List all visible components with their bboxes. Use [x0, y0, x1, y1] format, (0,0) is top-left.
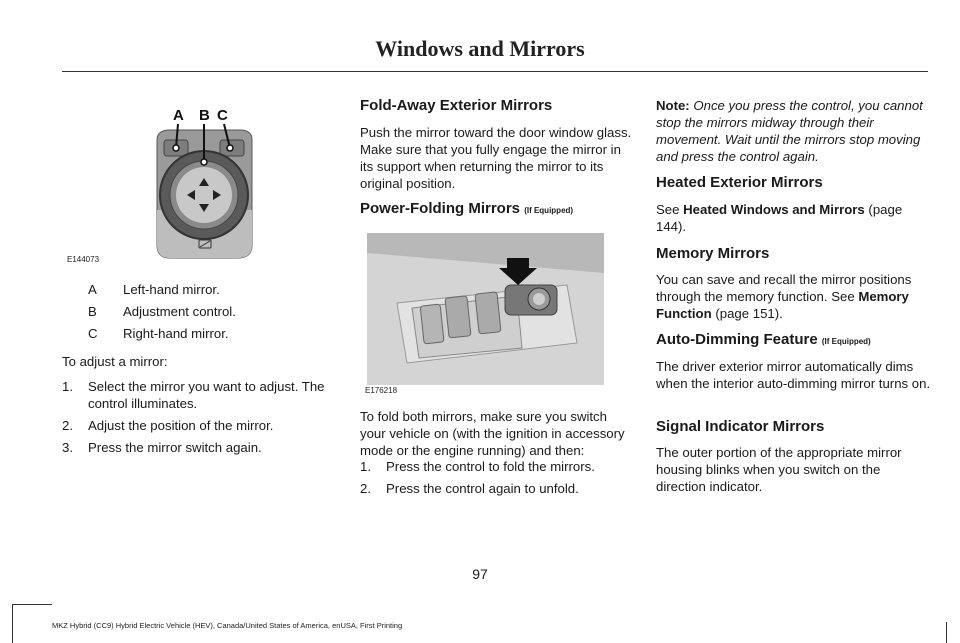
auto-dimming-heading — [656, 331, 871, 351]
note-text: Once you press the control, you cannot stop the mirrors midway through their movement. Wait until the mirrors stop moving and press the control again. — [656, 98, 923, 164]
footer-text: MKZ Hybrid (CC9) Hybrid Electric Vehicle (HEV), Canada/United States of America, enUSA, First Printing — [52, 621, 403, 630]
list-item — [62, 378, 337, 412]
note-label: Note: — [656, 98, 690, 113]
signal-indicator-heading: Signal Indicator Mirrors — [656, 418, 825, 435]
heated-mirrors-heading: Heated Exterior Mirrors — [656, 174, 823, 191]
list-item — [360, 458, 635, 475]
step-number: 1. — [360, 459, 371, 474]
step-text: Press the control again to unfold. — [386, 481, 579, 496]
memory-reference-link[interactable]: Memory Function — [656, 289, 909, 321]
memory-mirrors-heading: Memory Mirrors — [656, 245, 770, 262]
figure-code: E144073 — [67, 255, 100, 264]
step-text: Select the mirror you want to adjust. The control illuminates. — [88, 379, 325, 411]
abbreviation-key: B — [88, 304, 97, 319]
step-number: 2. — [360, 481, 371, 496]
if-equipped-tag: (If Equipped) — [524, 206, 574, 215]
header-rule — [62, 71, 928, 72]
adjust-intro: To adjust a mirror: — [62, 354, 168, 369]
step-number: 1. — [62, 379, 73, 394]
abbreviation-value: Left-hand mirror. — [123, 282, 220, 297]
memory-body: You can save and recall the mirror positions through the memory function. See — [656, 272, 912, 304]
page-header-title: Windows and Mirrors — [375, 36, 585, 61]
signal-indicator-text: The outer portion of the appropriate mirror housing blinks when you switch on the direction indicator. — [656, 445, 902, 494]
crop-mark — [12, 604, 13, 643]
step-text: Press the control to fold the mirrors. — [386, 459, 595, 474]
fold-away-heading: Fold-Away Exterior Mirrors — [360, 97, 553, 114]
power-folding-heading — [360, 200, 573, 220]
power-folding-title: Power-Folding Mirrors — [360, 200, 521, 217]
abbreviation-value: Adjustment control. — [123, 304, 236, 319]
note-paragraph — [656, 97, 931, 165]
step-number: 2. — [62, 418, 73, 433]
abbreviation-value: Right-hand mirror. — [123, 326, 229, 341]
step-number: 3. — [62, 440, 73, 455]
heated-mirrors-text — [656, 201, 931, 235]
adjust-steps-list — [62, 378, 337, 456]
memory-mirrors-text — [656, 271, 931, 322]
mirror-control-illustration — [142, 100, 332, 265]
callout-c-label: C — [217, 107, 228, 124]
step-text: Press the mirror switch again. — [88, 440, 262, 455]
step-text: Adjust the position of the mirror. — [88, 418, 274, 433]
heated-reference-link[interactable]: Heated Windows and Mirrors — [683, 202, 865, 217]
crop-mark — [12, 604, 52, 605]
auto-dimming-text: The driver exterior mirror automatically dims when the interior auto-dimming mirror turns on. — [656, 359, 931, 391]
fold-away-text: Push the mirror toward the door window glass. Make sure that you fully engage the mirror in its support when returning the mirror to its original position. — [360, 125, 632, 191]
door-switch-photo — [367, 233, 604, 385]
abbreviation-key: A — [88, 282, 97, 297]
callout-a-label: A — [173, 107, 184, 124]
power-folding-text: To fold both mirrors, make sure you switch your vehicle on (with the ignition in accessory mode or the engine running) and then: — [360, 409, 625, 458]
page-reference: (page 144). — [656, 202, 903, 234]
list-item — [62, 439, 337, 456]
page-number: 97 — [472, 566, 488, 582]
crop-mark — [946, 622, 947, 643]
list-item — [360, 480, 635, 497]
page-reference: (page 151). — [715, 306, 783, 321]
list-item — [62, 417, 337, 434]
auto-dimming-title: Auto-Dimming Feature — [656, 331, 818, 348]
fold-steps-list — [360, 458, 635, 497]
see-text: See — [656, 202, 680, 217]
if-equipped-tag: (If Equipped) — [821, 337, 871, 346]
callout-b-label: B — [199, 107, 210, 124]
abbreviation-key: C — [88, 326, 98, 341]
figure-code: E176218 — [365, 386, 398, 395]
